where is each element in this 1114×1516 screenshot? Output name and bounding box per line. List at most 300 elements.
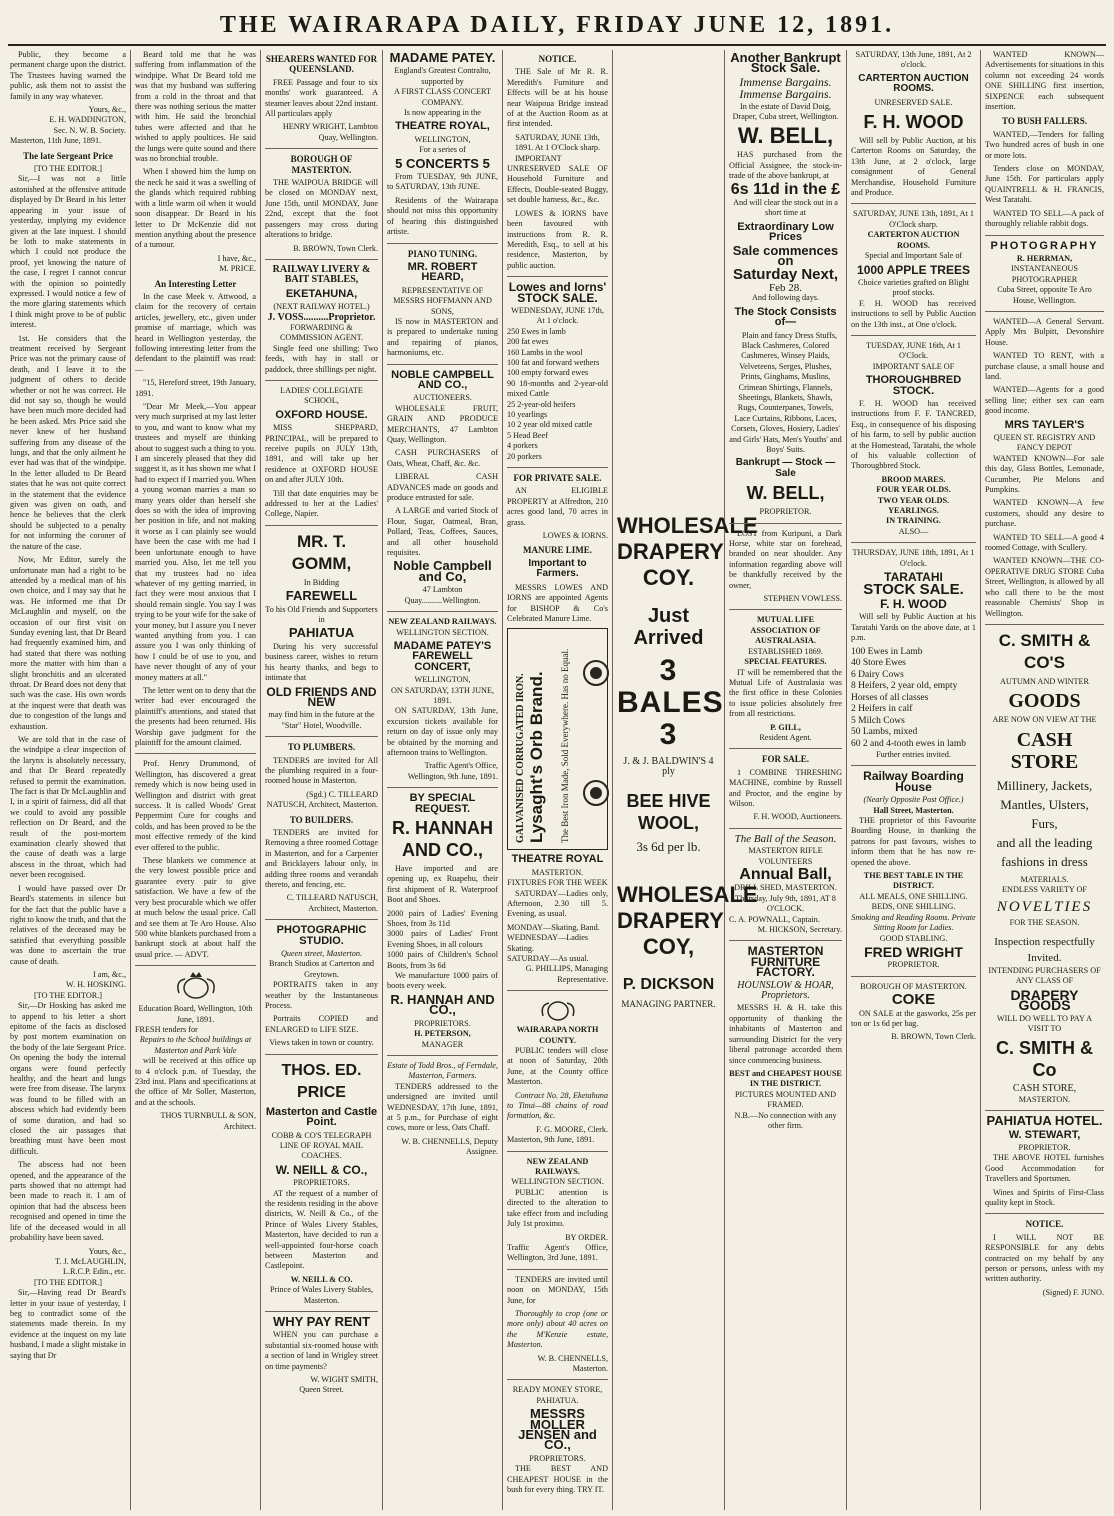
ad-text: Views taken in town or country.: [269, 1038, 374, 1048]
divider: [507, 1379, 608, 1380]
divider: [507, 276, 608, 277]
ad-text: In Bidding: [303, 577, 340, 587]
stock-item: 90 18-months and 2-year-old mixed Cattle: [507, 378, 608, 399]
ad-text: PICTURES MOUNTED AND FRAMED.: [735, 1089, 836, 1110]
ad-text: COBB & CO'S TELEGRAPH LINE OF ROYAL MAIL COACHES.: [271, 1130, 372, 1161]
divider: [985, 311, 1104, 312]
ad-text: IMPORTANT SALE OF: [872, 361, 955, 371]
ad-text: WANTED—A General Servant. Apply Mrs Bulpitt, Devonshire House.: [985, 316, 1104, 347]
ad-heading: HOUNSLOW & HOAR, Proprietors.: [737, 979, 834, 1002]
orb-logo-icon: [582, 779, 610, 807]
article-text: Beard told me that he was suffering from inflammation of the windpipe. What Dr Beard told me was that my husband was suffering from a cold in the throat and that there was nothing serious the matter with him. He said the bronchial tubes were affected and that he wished to apply poultices. He said the lungs were quite sound and there was no bronchial trouble.: [135, 50, 256, 164]
stock-item: Horses of all classes: [851, 692, 929, 703]
ad-text: THE proprietor of this Favourite Boarding House, in thanking the patrons for past favours, wishes to inform them that he has now re-opened the above.: [851, 816, 976, 867]
ad-text: WELLINGTON SECTION.: [511, 1177, 604, 1187]
ad-signature: STEPHEN VOWLESS.: [763, 594, 842, 604]
ad-signature: P. GILL,: [770, 722, 801, 732]
royal-crest-icon: [538, 996, 578, 1022]
ad-text: CASH STORE,: [1012, 1083, 1077, 1095]
column-7: [725, 50, 846, 1510]
ad-heading: LADIES' COLLEGIATE SCHOOL,: [280, 385, 363, 406]
signature: Sec. N. W. B. Society.: [53, 125, 126, 135]
to-the-editor: [TO THE EDITOR.]: [34, 164, 102, 174]
ad-heading: MR. T. GOMM,: [291, 531, 352, 573]
ad-text: ALSO—: [898, 526, 929, 536]
divider: [851, 203, 976, 204]
ad-heading: WHY PAY RENT: [272, 1314, 371, 1329]
ad-signature: G. PHILLIPS, Managing Representative.: [525, 964, 608, 984]
ad-text: ALL MEALS, ONE SHILLING. BEDS, ONE SHILLING.: [859, 891, 968, 912]
just-arrived-heading: Just Arrived: [633, 605, 704, 649]
ad-text: WILL DO WELL TO PAY A: [996, 1013, 1093, 1023]
ad-text: TUESDAY, JUNE 16th, At 1 O'Clock.: [865, 340, 962, 361]
ad-text: N.B.—No connection with any other firm.: [734, 1110, 837, 1130]
divider: [729, 609, 842, 610]
ad-text: TENDERS addressed to the undersigned are invited until WEDNESDAY, 17th June, 1891, at 5 p.m., for Purchase of eight cows, more or less, Oats Chaff.: [387, 1081, 498, 1133]
ad-text: MESSRS LOWES AND IORNS are appointed Agents for BISHOP & Co's Celebrated Manure Lime.: [507, 582, 608, 623]
ad-text: THE ABOVE HOTEL furnishes Good Accommodation for Travellers and Sportsmen.: [985, 1153, 1104, 1184]
ad-text: MASTERTON RIFLE VOLUNTEERS: [748, 846, 823, 866]
stock-item: 10 yearlings: [507, 410, 548, 419]
ad-text: Contract No. 28, Eketahuna to Tinui—88 chains of road formation, &c.: [507, 1090, 608, 1121]
ad-text: PROPRIETOR.: [759, 507, 812, 517]
ad-text: SATURDAY—As usual.: [507, 953, 589, 963]
ad-text: TENDERS are invited until noon on MONDAY, 15th June, for: [507, 1274, 608, 1305]
ad-heading: NEW ZEALAND RAILWAYS.: [526, 1156, 589, 1177]
ad-heading: SPECIAL FEATURES.: [744, 657, 827, 667]
ad-text: MISS SHEPPARD, PRINCIPAL, will be prepared to receive pupils on JULY 13th, 1891, and will take up her residence at OXFORD HOUSE on and after JULY 10th.: [265, 423, 378, 485]
ad-heading: MR. ROBERT HEARD,: [407, 260, 478, 284]
manager-name: P. DICKSON: [622, 976, 715, 994]
ad-text: Millinery, Jackets,: [996, 777, 1093, 793]
ad-text: Smoking and Reading Rooms. Private: [851, 912, 976, 922]
manager-title: MANAGING PARTNER.: [621, 999, 716, 1010]
article-text: "15, Hereford street, 19th January, 1891.: [135, 378, 256, 398]
divider: [265, 259, 378, 260]
ad-signature: C. A. POWNALL, Captain.: [729, 914, 820, 924]
column-1: [6, 50, 130, 1510]
divider: [387, 787, 498, 788]
ad-heading: W. STEWART,: [1008, 1128, 1081, 1141]
divider: [387, 611, 498, 612]
ad-heading: STOCK SALE.: [863, 581, 964, 599]
divider: [265, 525, 378, 526]
ad-text: MESSRS HOFFMANN AND SONS,: [393, 296, 492, 316]
ad-heading: Bankrupt — Stock — Sale: [735, 457, 836, 479]
column-8: [847, 50, 980, 1510]
ad-text: LOST from Kuripuni, a Dark Horse, white star on forehead, branded on near shoulder. Any information regarding above will be thankfully received by the owner,: [729, 528, 842, 590]
ad-text: AT the request of a number of the residents residing in the above districts, W. Neill & Co., of the Prince of Wales Livery Stables, Masterton, have decided to run a well-appointed four-horse coach between Masterton and Castlepoint.: [265, 1188, 378, 1271]
column-2: [131, 50, 260, 1510]
ad-text: Estate of Todd Bros., of Ferndale, Masterton, Farmers.: [387, 1060, 498, 1081]
ad-heading: C. SMITH & Co: [996, 1038, 1093, 1081]
ad-heading: COKE: [891, 991, 936, 1009]
ad-heading: CARTERTON AUCTION ROOMS.: [858, 72, 969, 95]
ad-heading: TO BUILDERS.: [289, 814, 354, 825]
ad-heading: PHOTOGRAPHIC STUDIO.: [276, 924, 367, 947]
article-text: Prof. Henry Drummond, of Wellington, has discovered a great remedy which is now being used in Wellington and district with great success. It is called Woods' Great Peppermint Cure for coughs and colds, and has been proved to be the most effective remedy of the kind ever offered to the public.: [135, 759, 256, 852]
stock-item: 4 porkers: [507, 441, 538, 451]
ad-heading: MUTUAL LIFE ASSOCIATION OF AUSTRALASIA.: [750, 615, 821, 646]
ad-text: Traffic Agent's Office, Wellington, 3rd June, 1891.: [507, 1242, 608, 1263]
ad-signature: C. TILLEARD NATUSCH, Architect, Masterton.: [286, 893, 378, 913]
wool-price: 3s 6d per lb.: [636, 838, 701, 854]
divider: [265, 1054, 378, 1055]
ad-text: Queen street, Masterton.: [280, 949, 363, 959]
ad-text: PROPRIETORS.: [293, 1178, 350, 1188]
ad-text: Portraits COPIED and ENLARGED to LIFE SIZE.: [265, 1014, 378, 1034]
article-text: Now, Mr Editor, surely the unfortunate man had a right to be attended by a medical man of his own choice, and I may say that he was. He informed me that Dr McLaughlin and myself, on the occasion of our first visit on Sunday evening last, that Dr Beard had frequently examined him, and had stated that there was nothing more the matter with him than a slight bronchitis and an ulcerated throat. Dr Beard does not deny that such was the case. His own words at the inquest were that death was due to congestion of the lungs and exhaustion.: [10, 555, 126, 731]
ad-text: AUTUMN AND WINTER: [1000, 676, 1089, 686]
ad-text: I WILL NOT BE RESPONSIBLE for any debts contracted on my behalf by any person or persons, unless with my written authority.: [985, 1232, 1104, 1284]
divider: [729, 748, 842, 749]
masthead-title: THE WAIRARAPA DAILY, FRIDAY JUNE 12, 1891.: [219, 12, 895, 38]
column-3: [261, 50, 382, 1510]
ad-text: WANTED TO SELL—A good 4 roomed Cottage, with Scullery.: [985, 532, 1104, 553]
ad-heading: Sale commences on: [732, 242, 839, 269]
ad-text: REPRESENTATIVE OF: [401, 285, 484, 295]
ad-text: Queen Street.: [299, 1385, 344, 1395]
article-text: The letter went on to deny that the writer had ever encouraged the plaintiff's attentions, and stated that the presents had been returned. His Worship gave judgment for the plaintiff for the amount claimed.: [135, 685, 256, 747]
ad-heading: Important to Farmers.: [528, 557, 587, 580]
ad-text: WANTED TO SELL—A pack of thoroughly reliable rabbit dogs.: [985, 208, 1104, 229]
ad-heading: Railway Boarding House: [863, 769, 964, 794]
stock-item: 50 Lambs, mixed: [851, 727, 918, 737]
lysaght-heading: GALVANISED CORRUGATED IRON.: [515, 673, 526, 844]
ad-text: Inspection respectfully: [994, 935, 1095, 948]
divider: [729, 828, 842, 829]
ad-signature: W. WIGHT SMITH,: [310, 1375, 378, 1385]
signature: M. PRICE.: [219, 264, 256, 274]
ad-heading: WAIRARAPA NORTH COUNTY.: [516, 1025, 599, 1045]
ad-signature: B. BROWN, Town Clerk.: [891, 1032, 976, 1042]
ad-text: ON SALE at the gasworks, 25s per ton or 1s 6d per bag.: [851, 1008, 976, 1028]
ad-text: WANTED KNOWN—THE CO-OPERATIVE DRUG STORE Cuba Street, Wellington, is allowed by all who call there to be the most reasonable Chemists' Shop in Wellington.: [985, 556, 1104, 618]
ad-heading: TWO YEAR OLDS.: [877, 495, 950, 505]
ad-heading: NEW ZEALAND RAILWAYS.: [388, 617, 497, 627]
divider: [729, 523, 842, 524]
divider: [985, 235, 1104, 236]
ad-heading: FRED WRIGHT: [864, 943, 963, 960]
ad-heading: Immense Bargains.: [739, 87, 832, 102]
ad-text: Prince of Wales Livery Stables, Masterton.: [269, 1285, 374, 1305]
ad-text: SATURDAY—Ladies only, Afternoon, 2.30 till 5. Evening, as usual.: [507, 888, 608, 919]
ad-heading: BEST and CHEAPEST HOUSE IN THE DISTRICT.: [729, 1068, 842, 1089]
ad-text: 3000 pairs of Ladies' Front Evening Shoes, in all colours: [387, 929, 498, 949]
ad-text: QUEEN ST. REGISTRY AND FANCY DEPOT: [993, 433, 1096, 453]
column-9: [981, 50, 1108, 1510]
ad-heading: PAHIATUA HOTEL.: [986, 1113, 1103, 1129]
ad-text: (NEXT RAILWAY HOTEL.): [273, 302, 370, 312]
ad-text: AUCTIONEERS.: [413, 393, 472, 403]
divider: [265, 148, 378, 149]
ad-heading: FOR SALE.: [761, 754, 809, 765]
ad-text: WANTED—Agents for a good selling line; either sex can earn good income.: [985, 385, 1104, 416]
ad-text: FREE Passage and four to six months' work guaranteed. A steamer leaves about 22nd instant. All particulars apply: [265, 77, 378, 119]
ad-heading: SHEARERS WANTED FOR QUEENSLAND.: [265, 54, 378, 75]
ad-heading: NOVELTIES: [996, 898, 1093, 915]
ad-text: In the estate of David Doig, Draper, Cuba street, Wellington.: [732, 101, 839, 122]
ad-text: THE Sale of Mr R. R. Meredith's Furniture and Effects will be at his house near Waipoua Bridge instead of at the Auction Room as at first intended.: [507, 67, 608, 129]
article-text: "Dear Mr Meek,—You appear very much surprised at my last letter to you, and want to know what my trustees and myself are thinking about to suggest such a thing to you. I am sincerely pleased that they did suggest it, as it has shown me what I had to expect if I married you. When a young woman marries a man so many years older than herself she does so with the idea of improving her position in life, and not making it worse as I can plainly see would have been the case with me had I been unfortunate enough to have married you. Also, let me tell you that my trustees had no idea whatever of my getting married, in fact they were most anxious that I should remain single. You say I was trying to be your wife for the sake of your money, but I assure you I never wanted anything from you. I can assure you I was only thinking of how I could be of use to you, and have never thought of any of your money matters at all.": [135, 402, 256, 682]
ad-text: WANTED TO RENT, with a purchase clause, a small house and land.: [985, 351, 1104, 381]
article-text: Sir,—I was not a little astonished at the offensive attitude displayed by Dr Beard in his letter appearing in your issue of yesterday, implying my evidence given at the late inquest. I should be loth to make statements in which I could not produce the proof, yet knowing the nature of the case, I regret I cannot concur with the opinion so pointedly expressed. I would notice a few of the more glaring statements which I think might prove to be of public interest.: [10, 174, 126, 330]
lysaght-brand: Lysaght's Orb Brand.: [527, 671, 546, 844]
ad-heading: The Stock Consists of—: [734, 305, 837, 329]
ad-text: PAHIATUA.: [536, 1395, 579, 1405]
signature: T. J. McLAUGHLIN,: [54, 1256, 126, 1266]
ad-heading: Saturday Next,: [732, 265, 839, 283]
signature: L.R.C.P. Edin., etc.: [63, 1267, 126, 1277]
ad-heading: TARATAHI: [884, 570, 943, 585]
ad-heading: THE BEST TABLE IN THE DISTRICT.: [863, 871, 964, 891]
ad-heading: NOTICE.: [538, 54, 577, 64]
signature: W. H. HOSKING.: [66, 980, 126, 990]
ad-text: Hall Street, Masterton.: [873, 805, 954, 815]
ad-text: For a series of: [419, 145, 466, 155]
ad-text: UNRESERVED SALE.: [874, 97, 953, 107]
divider: [851, 765, 976, 766]
signature: I have, &c.,: [217, 253, 256, 263]
stock-item: 6 Dairy Cows: [851, 669, 904, 680]
notice-dateline: Education Board, Wellington, 10th June, 1891.: [138, 1004, 253, 1024]
ad-text: MASTERTON.: [1018, 1094, 1071, 1104]
ad-heading: CASH STORE: [1010, 728, 1079, 773]
ad-text: FIXTURES FOR THE WEEK: [507, 878, 608, 888]
divider: [387, 364, 498, 365]
ad-text: SATURDAY, JUNE 13th, 1891. At 1 O'Clock sharp.: [514, 132, 601, 153]
ad-text: Plain and fancy Dress Stuffs, Black Cashmeres, Colored Cashmeres, Winsey Plaids, Velveteens, Serges, Plushes, Prints, Ginghams, Muslins, Crimean Shirtings, Flannels, Sheetings, Blankets, Shawls, Rugs, Counterpanes, Towels, Lace Curtains, Ribbons, Laces, Corsets, Gloves, Hosiery, Ladies' and Girls' Hats, Men's Youths' and Boys' Suits.: [729, 330, 842, 454]
ad-signature: HENRY WRIGHT, Lambton Quay, Wellington.: [282, 122, 378, 142]
ad-text: WELLINGTON SECTION.: [396, 627, 489, 637]
ad-heading: FOR PRIVATE SALE.: [513, 473, 602, 484]
divider: [729, 940, 842, 941]
royal-crest-icon: [173, 971, 219, 1001]
ad-text: TENDERS are invited for All the plumbing required in a four-roomed house in Masterton.: [265, 755, 378, 786]
ad-text: And will clear the stock out in a short time at: [733, 198, 838, 218]
tender-text: FRESH tenders for: [135, 1024, 198, 1034]
ad-text: and all the leading: [996, 834, 1093, 850]
ad-heading: GOODS: [1008, 690, 1081, 713]
ad-text: ESTABLISHED 1869.: [748, 646, 823, 656]
ad-text: Wines and Spirits of First-Class quality kept in Stock.: [985, 1187, 1104, 1208]
divider: [387, 243, 498, 244]
ad-text: WHOLESALE FRUIT, GRAIN AND PRODUCE MERCHANTS, 47 Lambton Quay, Wellington.: [387, 403, 498, 444]
ad-heading: PAHIATUA: [288, 625, 355, 641]
ad-text: WANTED,—Tenders for falling Two hundred acres of bush in one or more lots.: [985, 129, 1104, 160]
stock-item: 20 porkers: [507, 451, 542, 461]
ad-text: THE BEST AND CHEAPEST HOUSE in the bush for every thing. TRY IT.: [507, 1464, 608, 1495]
ad-heading: Immense Bargains.: [739, 74, 832, 89]
ad-text: IT will be remembered that the Mutual Life of Australasia was the first office in these Colonies to issue policies absolutely free from all restrictions.: [729, 667, 842, 719]
ad-heading: Noble Campbell and Co,: [393, 558, 492, 584]
baldwin-text: J. & J. BALDWIN'S 4 ply: [623, 756, 714, 778]
stock-item: 5 Head Beef: [507, 430, 548, 440]
ad-heading: Masterton and Castle Point.: [265, 1105, 378, 1129]
orb-logo-icon: [582, 659, 610, 687]
stock-item: 25 2-year-old heifers: [507, 399, 576, 409]
ad-text: INTENDING PURCHASERS OF: [988, 965, 1101, 975]
ad-text: To his Old Friends and Supporters in: [265, 604, 378, 625]
ad-text: Mantles, Ulsters,: [1000, 796, 1089, 812]
ad-text: F. H. WOOD has received instructions from F. F. TANCRED, Esq., in consequence of his disposing of his farm, to sell by public auction at the Homestead, Taratahi, the whole of his valuable collection of Thoroughbred Stock.: [851, 398, 976, 471]
article-text: Sir,—Having read Dr Beard's letter in your issue of yesterday, I beg to contradict some of the statements made therein. In my evidence at the inquest on my late husband, I made a slight mistake in saying that Dr: [10, 1288, 126, 1360]
bee-hive-wool-heading: BEE HIVE WOOL,: [626, 790, 711, 833]
divider: [985, 1110, 1104, 1111]
ad-text: MANAGER: [421, 1039, 464, 1049]
ad-heading: DRAPERY GOODS: [1010, 986, 1079, 1014]
wholesale-drapery-heading: WHOLESALE DRAPERY COY,: [617, 882, 758, 960]
stock-item: 100 fat and forward wethers: [507, 357, 600, 367]
ad-text: MESSRS H. & H. take this opportunity of thanking the inhabitants of Masterton and surrounding District for the very liberal patronage accorded them since commencing business.: [729, 1003, 842, 1065]
article-text: Sir,—Dr Hosking has asked me to append to his letter a short epitome of the facts as disclosed by post mortem examination on the body of the late Sergeant Price. On opening the body the internal organs were found perfectly healthy, and the heart and lungs were free from disease. The larynx was found to be filled with an abscess which had evidently been of some duration, and had so closed the air passages that breathing must have been most difficult.: [10, 1001, 126, 1156]
masthead: [0, 6, 1114, 44]
ad-signature: Traffic Agent's Office, Wellington, 9th June, 1891.: [407, 761, 498, 781]
ad-text: Branch Studios at Carterton and Greytown.: [268, 959, 375, 979]
ad-heading: THOROUGHBRED STOCK.: [865, 374, 962, 397]
ad-text: FORWARDING & COMMISSION AGENT.: [279, 322, 364, 343]
ad-text: 47 Lambton Quay..........Wellington.: [404, 585, 481, 605]
ad-heading: R. HANNAH AND CO.,: [392, 818, 493, 860]
ad-text: PROPRIETOR.: [1018, 1143, 1071, 1152]
ad-text: ENDLESS VARIETY OF: [1002, 885, 1087, 895]
article-headline: The late Sergeant Price: [23, 150, 113, 161]
column-5: [503, 50, 612, 1510]
signature: THOS TURNBULL & SON, Architect.: [160, 1111, 256, 1131]
divider: [851, 335, 976, 336]
ad-text: Feb 28.: [769, 281, 802, 294]
ad-text: 2000 pairs of Ladies' Evening Shoes, from 3s 11d: [387, 908, 498, 929]
ad-signature: LOWES & IORNS.: [542, 531, 608, 541]
signature: I am, &c.,: [93, 969, 126, 979]
ad-heading: 5 CONCERTS 5: [395, 155, 490, 171]
divider: [135, 753, 256, 754]
divider: [851, 976, 976, 977]
ad-heading: W. NEILL & CO.,: [275, 1162, 368, 1177]
to-the-editor: [TO THE EDITOR.]: [34, 990, 102, 1000]
article-text: The abscess had not been opened, and the appearance of the parts showed that no attempt had been made to reach it. I am of opinion that had the abscess been recognised and opened in time the life of the deceased would in all probability have been saved.: [10, 1160, 126, 1243]
ad-text: SATURDAY, JUNE 13th, 1891, At 1 O'Clock sharp.: [852, 209, 974, 229]
ad-heading: BOROUGH OF MASTERTON.: [290, 154, 353, 175]
ad-signature: F. G. MOORE, Clerk.: [536, 1124, 608, 1134]
ad-heading: W. BELL,: [746, 483, 825, 504]
ad-text: During his very successful business career, wishes to return his hearty thanks, and begs to intimate that: [265, 641, 378, 683]
dateline: Masterton, 11th June, 1891.: [10, 136, 102, 146]
ad-signature: W. NEILL & CO.: [290, 1274, 353, 1284]
ad-text: MATERIALS.: [1020, 874, 1069, 884]
ad-text: Special and Important Sale of: [864, 251, 963, 261]
ad-heading: MRS TAYLER'S: [1004, 418, 1085, 431]
ad-signature: B. BROWN, Town Clerk.: [293, 243, 378, 253]
lysaght-text: The Best Iron Made, Sold Everywhere. Has no Equal.: [560, 649, 570, 844]
stock-item: 200 fat ewes: [507, 337, 549, 347]
ad-text: H. PETERSON,: [414, 1029, 471, 1039]
ad-text: SATURDAY, 13th June, 1891, At 2 o'clock.: [855, 50, 972, 70]
ad-text: AN ELIGIBLE PROPERTY at Alfredton, 210 acres good land, 70 acres in grass.: [507, 486, 608, 527]
ad-text: TENDERS are invited for Removing a three roomed Cottage in Masterton, and for a Carpenter and Bricklayers labour only, in adding three rooms and verandah thereto, and fencing, etc.: [265, 827, 378, 889]
stock-item: 8 Heifers, 2 year old, empty: [851, 681, 958, 691]
article-text: These blankets we commence at the very lowest possible price and guarantee every pair to give satisfaction. We have a few of the very best procurable which we offer at much below the usual price. Call and see them at Te Aro House. Also 500 white blankets purchased from a bankrupt stock at about half the usual price. — ADVT.: [135, 856, 256, 959]
ad-text: FOR THE SEASON.: [1009, 917, 1080, 927]
ad-text: J. VOSS..........Proprietor.: [267, 311, 376, 323]
ad-text: Have imported and are opening up, ex Ruapehu, their first shipment of R. Waterproof Boot and Shoes.: [387, 864, 498, 905]
ad-text: PROPRIETORS.: [414, 1018, 471, 1028]
tender-text: Repairs to the School buildings at Masterton and Park Vale: [139, 1035, 252, 1055]
ad-heading: THOS. ED. PRICE: [281, 1061, 362, 1101]
ad-text: PROPRIETORS.: [529, 1453, 586, 1463]
ad-heading: NOBLE CAMPBELL AND CO.,: [391, 368, 494, 391]
divider: [265, 1311, 378, 1312]
ad-text: THE WAIPOUA BRIDGE will be closed on MONDAY next, June 15th, until MONDAY, June 22nd, except that the foot passengers may cross during alterations to bridge.: [265, 178, 378, 240]
article-text: 1st. He considers that the treatment received by Sergeant Price was not the primary cause of death, and I leave it to the judgment of others to decide whether or not he was correct. He did not say so, though he would have been much more decided had he been asked. Mrs Price said she never knew of her husband suffering from any disease of the lungs, and that the only ailment he ever had was that of the windpipe. In the letter alluded to Dr Beard states that he was not quite correct in the statement that the evidence given was given on oath, and hence he believes that the clerk should be subjected to a penalty for not informing the coroner of the nature of the case.: [10, 333, 126, 551]
ad-heading: RAILWAY LIVERY & BAIT STABLES,: [272, 263, 371, 286]
ad-heading: READY MONEY STORE,: [512, 1385, 603, 1395]
ad-text: WEDNESDAY—Ladies Skating.: [507, 933, 589, 953]
article-text: When I showed him the lump on the neck he said it was a swelling of the glands which required rubbing with a little warm oil when it would soon disappear. Dr Beard in his letter to Dr McKenzie did not mention anything about the presence of a tumour.: [135, 167, 256, 250]
ad-text: WHEN you can purchase a substantial six-roomed house with a section of land in Wrigley street on time payments?: [265, 1330, 378, 1371]
stock-item: 10 2 year old mixed cattle: [507, 420, 593, 430]
divider: [265, 380, 378, 381]
ad-text: WEDNESDAY, JUNE 17th, At 1 o'clock.: [511, 305, 604, 326]
ad-text: Masterton, 9th June, 1891.: [507, 1135, 595, 1145]
ad-text: And following days.: [751, 293, 820, 303]
to-the-editor: [TO THE EDITOR.]: [34, 1277, 102, 1287]
ad-text: fashions in dress: [1001, 853, 1088, 869]
ad-text: Resident Agent.: [759, 732, 812, 742]
ad-heading: EKETAHUNA,: [285, 287, 358, 300]
article-text: I would have passed over Dr Beard's statements in silence but for the fact that the public have a right to know the truth, and that the relatives of the deceased may be satisfied that everything possible was done to ascertain the true cause of death.: [10, 883, 126, 966]
article-text: We are told that in the case of the windpipe a clear inspection of the larynx is absolutely necessary, and that Dr Beard repeatedly refused to permit the examination. The fact is that Dr McLaughlin and I, in a spirit of fairness, did all that we could to avoid any possible reflection on Dr Beard, and the result of the post-mortem examination clearly showed that the cause of death was a large abscess in the throat, which had never been recognised.: [10, 735, 126, 880]
ad-text: (Nearly Opposite Post Office.): [863, 795, 964, 805]
ad-text: MONDAY—Skating, Band.: [507, 922, 600, 932]
masthead-rule: [8, 44, 1106, 46]
ad-text: 1000 pairs of Children's School Boots, from 3s 6d: [387, 950, 498, 970]
ad-text: HAS purchased from the Official Assignee, the stock-in-trade of the above bankrupt, at: [729, 150, 842, 181]
divider: [265, 736, 378, 737]
column-6: [613, 50, 758, 1510]
ad-heading: YEARLINGS.: [888, 506, 939, 516]
divider: [507, 1269, 608, 1270]
ad-heading: THEATRE ROYAL,: [395, 120, 490, 133]
stock-item: 250 Ewes in lamb: [507, 326, 566, 336]
ad-text: WELLINGTON,: [414, 675, 471, 685]
ad-signature: (Sgd.) C. TILLEARD NATUSCH, Architect, Masterton.: [266, 789, 378, 810]
ad-text: Will sell by Public Auction, at his Carterton Rooms on Saturday, the 13th June, at 2 o'clock, large consignment of General Merchandise, Household Furniture and Produce.: [851, 136, 976, 198]
ad-heading: IN TRAINING.: [886, 516, 941, 526]
ad-heading: TO PLUMBERS.: [287, 742, 356, 753]
ad-text: LIBERAL CASH ADVANCES made on goods and produce entrusted for sale.: [387, 472, 498, 503]
ad-text: We manufacture 1000 pairs of boots every week.: [387, 971, 498, 991]
ad-signature: (Signed) F. JUNO.: [1042, 1287, 1104, 1297]
ad-text: may find him in the future at the "Star" Hotel, Woodville.: [268, 710, 375, 730]
ad-text: WANTED KNOWN—Advertisements for situations in this column not exceeding 24 words ONE SHILLING first insertion, SIXPENCE each subsequent insertion.: [985, 50, 1104, 112]
ad-text: GOOD STABLING.: [879, 933, 948, 943]
ad-text: Further entries invited.: [876, 750, 951, 759]
lysaght-advert: [507, 628, 608, 850]
stock-item: 40 Store Ewes: [851, 658, 906, 668]
ad-text: LOWES & IORNS have been favoured with instructions from R. R. Meredith, Esq., to sell at his residence, Masterton, by public auction.: [507, 208, 608, 270]
ad-text: PUBLIC tenders will close at noon of Saturday, 20th June, at the County office Masterton.: [507, 1046, 608, 1087]
ad-text: WANTED KNOWN—A few customers, should any desire to purchase.: [985, 498, 1104, 529]
ad-signature: F. H. WOOD, Auctioneers.: [753, 812, 842, 822]
ad-text: Invited.: [1027, 951, 1062, 964]
ad-heading: THEATRE ROYAL: [511, 853, 604, 866]
ad-text: WANTED KNOWN—For sale this day, Glass Bottles, Lemonade, Cucumber, Pie Melons and Pumpkins.: [985, 453, 1104, 495]
ad-signature: W. B. CHENNELLS, Deputy Assignee.: [401, 1136, 498, 1157]
stock-item: 100 empty forward ewes: [507, 368, 589, 378]
ad-heading: 6s 11d in the £: [730, 180, 841, 198]
ad-text: Cuba Street, opposite Te Aro House, Wellington.: [997, 285, 1092, 305]
